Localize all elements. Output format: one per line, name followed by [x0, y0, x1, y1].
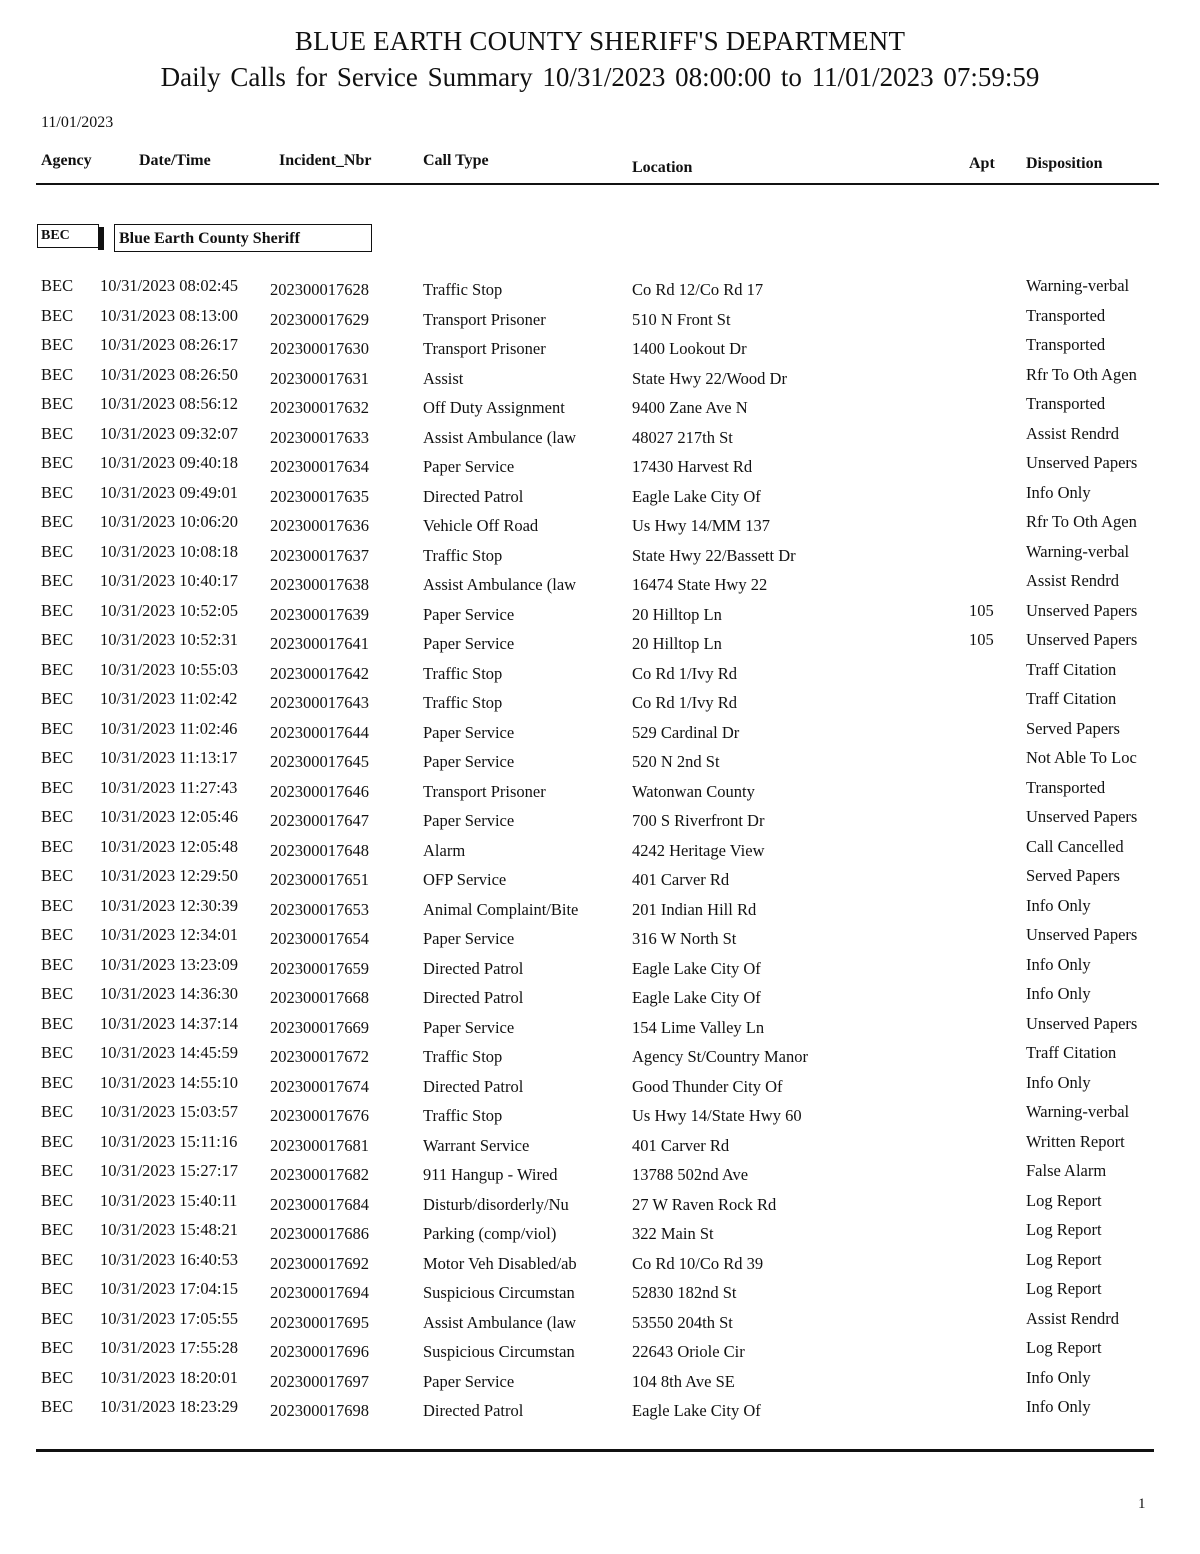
table-row	[0, 774, 1200, 803]
cell-incident: 202300017681	[270, 1135, 369, 1155]
table-row	[0, 567, 1200, 596]
cell-disposition: Transported	[1026, 305, 1106, 325]
cell-incident: 202300017672	[270, 1047, 369, 1066]
table-row	[0, 302, 1200, 331]
cell-call-type: Traffic Stop	[423, 280, 503, 299]
cell-location: Eagle Lake City Of	[632, 958, 761, 978]
cell-agency: BEC	[41, 423, 74, 443]
cell-call-type: Paper Service	[423, 1371, 515, 1391]
cell-location: 700 S Riverfront Dr	[632, 811, 765, 830]
cell-datetime: 10/31/2023 15:48:21	[100, 1220, 238, 1239]
cell-disposition: Unserved Papers	[1026, 925, 1138, 944]
cell-incident: 202300017629	[270, 309, 369, 329]
cell-datetime: 10/31/2023 11:27:43	[100, 777, 238, 797]
cell-datetime: 10/31/2023 10:06:20	[100, 512, 238, 531]
cell-agency: BEC	[41, 777, 74, 797]
cell-disposition: Assist Rendrd	[1026, 1308, 1120, 1328]
cell-disposition: Assist Rendrd	[1026, 571, 1120, 590]
cell-datetime: 10/31/2023 12:05:46	[100, 807, 238, 826]
cell-datetime: 10/31/2023 10:40:17	[100, 571, 238, 590]
cell-disposition: Traff Citation	[1026, 689, 1117, 708]
cell-incident: 202300017641	[270, 634, 369, 653]
cell-disposition: Warning-verbal	[1026, 1102, 1130, 1121]
cell-datetime: 10/31/2023 12:30:39	[100, 895, 238, 915]
cell-datetime: 10/31/2023 08:26:17	[100, 335, 238, 354]
cell-datetime: 10/31/2023 13:23:09	[100, 954, 238, 974]
cell-agency: BEC	[41, 748, 74, 767]
cell-call-type: Traffic Stop	[423, 545, 503, 565]
table-row	[0, 1246, 1200, 1275]
cell-location: 1400 Lookout Dr	[632, 339, 747, 358]
cell-call-type: Off Duty Assignment	[423, 398, 565, 417]
cell-location: 154 Lime Valley Ln	[632, 1017, 765, 1037]
cell-agency: BEC	[41, 276, 74, 295]
cell-location: State Hwy 22/Bassett Dr	[632, 545, 796, 565]
cell-location: 316 W North St	[632, 929, 737, 948]
cell-incident: 202300017674	[270, 1076, 369, 1096]
cell-agency: BEC	[41, 689, 74, 708]
cell-datetime: 10/31/2023 15:03:57	[100, 1102, 238, 1121]
cell-datetime: 10/31/2023 15:40:11	[100, 1190, 238, 1210]
cell-disposition: Unserved Papers	[1026, 807, 1138, 826]
cell-location: 20 Hilltop Ln	[632, 634, 722, 653]
cell-call-type: Parking (comp/viol)	[423, 1224, 557, 1243]
cell-incident: 202300017653	[270, 899, 369, 919]
cell-agency: BEC	[41, 600, 74, 620]
cell-call-type: Paper Service	[423, 457, 515, 476]
cell-location: Eagle Lake City Of	[632, 486, 761, 506]
cell-datetime: 10/31/2023 17:55:28	[100, 1338, 238, 1357]
cell-location: 17430 Harvest Rd	[632, 457, 753, 476]
cell-disposition: Warning-verbal	[1026, 541, 1130, 561]
cell-incident: 202300017695	[270, 1312, 369, 1332]
cell-agency: BEC	[41, 482, 74, 502]
cell-disposition: Unserved Papers	[1026, 453, 1138, 472]
cell-location: 104 8th Ave SE	[632, 1371, 735, 1391]
cell-disposition: Warning-verbal	[1026, 276, 1130, 295]
cell-call-type: Paper Service	[423, 1017, 515, 1037]
cell-disposition: Unserved Papers	[1026, 600, 1138, 620]
cell-call-type: Paper Service	[423, 929, 515, 948]
cell-datetime: 10/31/2023 10:52:05	[100, 600, 238, 620]
cell-disposition: Log Report	[1026, 1190, 1102, 1210]
cell-call-type: Paper Service	[423, 752, 515, 771]
cell-incident: 202300017638	[270, 575, 369, 594]
footer-divider	[36, 1449, 1154, 1452]
column-header-agency: Agency	[41, 152, 92, 169]
cell-incident: 202300017628	[270, 280, 369, 299]
cell-disposition: False Alarm	[1026, 1161, 1107, 1180]
table-row	[0, 1305, 1200, 1334]
cell-agency: BEC	[41, 630, 74, 649]
cell-location: Co Rd 10/Co Rd 39	[632, 1253, 764, 1273]
cell-apt: 105	[969, 630, 994, 649]
cell-incident: 202300017654	[270, 929, 369, 948]
table-row	[0, 597, 1200, 626]
cell-incident: 202300017697	[270, 1371, 369, 1391]
table-row	[0, 1187, 1200, 1216]
table-row	[0, 361, 1200, 390]
cell-call-type: Directed Patrol	[423, 486, 524, 506]
cell-datetime: 10/31/2023 15:27:17	[100, 1161, 238, 1180]
cell-disposition: Info Only	[1026, 1367, 1091, 1387]
table-row	[0, 1157, 1200, 1186]
column-header-apt: Apt	[969, 155, 995, 172]
cell-agency: BEC	[41, 1161, 74, 1180]
cell-incident: 202300017639	[270, 604, 369, 624]
cell-location: Agency St/Country Manor	[632, 1047, 808, 1066]
table-row	[0, 921, 1200, 950]
cell-call-type: Assist	[423, 368, 464, 388]
table-row	[0, 1393, 1200, 1422]
cell-agency: BEC	[41, 984, 74, 1003]
cell-call-type: Disturb/disorderly/Nu	[423, 1194, 569, 1214]
cell-location: Us Hwy 14/State Hwy 60	[632, 1106, 802, 1125]
cell-location: Co Rd 1/Ivy Rd	[632, 693, 737, 712]
cell-incident: 202300017643	[270, 693, 369, 712]
cell-call-type: Traffic Stop	[423, 1106, 503, 1125]
cell-incident: 202300017682	[270, 1165, 369, 1184]
cell-agency: BEC	[41, 512, 74, 531]
cell-incident: 202300017648	[270, 840, 369, 860]
cell-agency: BEC	[41, 364, 74, 384]
cell-datetime: 10/31/2023 08:13:00	[100, 305, 238, 325]
cell-location: 201 Indian Hill Rd	[632, 899, 757, 919]
table-row	[0, 1334, 1200, 1363]
cell-call-type: OFP Service	[423, 870, 507, 889]
cell-call-type: Directed Patrol	[423, 958, 524, 978]
cell-disposition: Info Only	[1026, 954, 1091, 974]
cell-call-type: Assist Ambulance (law	[423, 575, 577, 594]
table-row	[0, 1069, 1200, 1098]
cell-agency: BEC	[41, 1367, 74, 1387]
table-row	[0, 479, 1200, 508]
cell-datetime: 10/31/2023 14:37:14	[100, 1013, 238, 1033]
cell-agency: BEC	[41, 1190, 74, 1210]
cell-datetime: 10/31/2023 15:11:16	[100, 1131, 238, 1151]
cell-incident: 202300017698	[270, 1401, 369, 1420]
cell-location: 4242 Heritage View	[632, 840, 765, 860]
cell-location: Good Thunder City Of	[632, 1076, 783, 1096]
table-row	[0, 1128, 1200, 1157]
cell-datetime: 10/31/2023 12:29:50	[100, 866, 238, 885]
cell-datetime: 10/31/2023 12:34:01	[100, 925, 238, 944]
table-row	[0, 980, 1200, 1009]
cell-call-type: Traffic Stop	[423, 1047, 503, 1066]
cell-agency: BEC	[41, 335, 74, 354]
cell-call-type: Animal Complaint/Bite	[423, 899, 579, 919]
cell-incident: 202300017630	[270, 339, 369, 358]
cell-location: 20 Hilltop Ln	[632, 604, 722, 624]
cell-call-type: Paper Service	[423, 604, 515, 624]
cell-agency: BEC	[41, 1102, 74, 1121]
cell-call-type: Paper Service	[423, 634, 515, 653]
cell-location: 52830 182nd St	[632, 1283, 737, 1302]
cell-datetime: 10/31/2023 14:36:30	[100, 984, 238, 1003]
cell-incident: 202300017647	[270, 811, 369, 830]
cell-call-type: Warrant Service	[423, 1135, 530, 1155]
cell-incident: 202300017637	[270, 545, 369, 565]
cell-location: 22643 Oriole Cir	[632, 1342, 745, 1361]
table-row	[0, 538, 1200, 567]
cell-incident: 202300017684	[270, 1194, 369, 1214]
cell-location: 13788 502nd Ave	[632, 1165, 749, 1184]
cell-datetime: 10/31/2023 08:26:50	[100, 364, 238, 384]
cell-incident: 202300017642	[270, 663, 369, 683]
cell-call-type: Assist Ambulance (law	[423, 427, 577, 447]
cell-call-type: Directed Patrol	[423, 1401, 524, 1420]
cell-call-type: Paper Service	[423, 811, 515, 830]
cell-disposition: Transported	[1026, 394, 1106, 413]
table-row	[0, 833, 1200, 862]
cell-incident: 202300017692	[270, 1253, 369, 1273]
cell-disposition: Log Report	[1026, 1249, 1102, 1269]
cell-disposition: Rfr To Oth Agen	[1026, 364, 1137, 384]
cell-location: Eagle Lake City Of	[632, 1401, 761, 1420]
cell-datetime: 10/31/2023 10:08:18	[100, 541, 238, 561]
cell-call-type: 911 Hangup - Wired	[423, 1165, 558, 1184]
cell-datetime: 10/31/2023 14:45:59	[100, 1043, 238, 1062]
agency-name-box: Blue Earth County Sheriff	[114, 224, 372, 252]
cell-incident: 202300017636	[270, 516, 369, 535]
table-row	[0, 1039, 1200, 1068]
table-row	[0, 744, 1200, 773]
column-header-disposition: Disposition	[1026, 155, 1103, 172]
cell-location: 322 Main St	[632, 1224, 714, 1243]
column-header-call-type: Call Type	[423, 152, 489, 169]
table-row	[0, 331, 1200, 360]
cell-agency: BEC	[41, 571, 74, 590]
cell-incident: 202300017686	[270, 1224, 369, 1243]
cell-disposition: Not Able To Loc	[1026, 748, 1137, 767]
table-row	[0, 803, 1200, 832]
cell-location: 16474 State Hwy 22	[632, 575, 768, 594]
cell-call-type: Transport Prisoner	[423, 309, 546, 329]
cell-location: 529 Cardinal Dr	[632, 722, 740, 742]
column-header-incident: Incident_Nbr	[279, 152, 372, 169]
cell-call-type: Traffic Stop	[423, 693, 503, 712]
cell-datetime: 10/31/2023 11:02:46	[100, 718, 238, 738]
report-title: BLUE EARTH COUNTY SHERIFF'S DEPARTMENT	[294, 26, 906, 56]
cell-location: 520 N 2nd St	[632, 752, 720, 771]
cell-disposition: Info Only	[1026, 482, 1091, 502]
cell-incident: 202300017651	[270, 870, 369, 889]
cell-agency: BEC	[41, 659, 74, 679]
cell-incident: 202300017676	[270, 1106, 369, 1125]
table-row	[0, 656, 1200, 685]
cell-call-type: Paper Service	[423, 722, 515, 742]
cell-agency: BEC	[41, 836, 74, 856]
cell-call-type: Assist Ambulance (law	[423, 1312, 577, 1332]
cell-datetime: 10/31/2023 09:40:18	[100, 453, 238, 472]
cell-disposition: Call Cancelled	[1026, 836, 1124, 856]
cell-location: 510 N Front St	[632, 309, 731, 329]
table-row	[0, 626, 1200, 655]
table-row	[0, 1216, 1200, 1245]
cell-datetime: 10/31/2023 11:02:42	[100, 689, 238, 708]
cell-agency: BEC	[41, 1249, 74, 1269]
cell-disposition: Info Only	[1026, 895, 1091, 915]
cell-location: 401 Carver Rd	[632, 1135, 730, 1155]
table-row	[0, 390, 1200, 419]
cell-disposition: Unserved Papers	[1026, 1013, 1138, 1033]
table-row	[0, 272, 1200, 301]
cell-incident: 202300017632	[270, 398, 369, 417]
run-date: 11/01/2023	[41, 114, 114, 131]
cell-incident: 202300017644	[270, 722, 369, 742]
cell-location: Us Hwy 14/MM 137	[632, 516, 770, 535]
cell-agency: BEC	[41, 807, 74, 826]
cell-location: 27 W Raven Rock Rd	[632, 1194, 777, 1214]
cell-agency: BEC	[41, 1131, 74, 1151]
cell-disposition: Traff Citation	[1026, 659, 1117, 679]
table-row	[0, 1275, 1200, 1304]
cell-call-type: Suspicious Circumstan	[423, 1283, 575, 1302]
table-row	[0, 1098, 1200, 1127]
cell-incident: 202300017696	[270, 1342, 369, 1361]
table-row	[0, 715, 1200, 744]
table-row	[0, 1010, 1200, 1039]
cell-disposition: Log Report	[1026, 1279, 1102, 1298]
cell-disposition: Unserved Papers	[1026, 630, 1138, 649]
cell-agency: BEC	[41, 1397, 74, 1416]
cell-agency: BEC	[41, 866, 74, 885]
cell-location: Watonwan County	[632, 781, 755, 801]
cell-incident: 202300017659	[270, 958, 369, 978]
table-row	[0, 862, 1200, 891]
cell-disposition: Served Papers	[1026, 718, 1120, 738]
cell-location: 48027 217th St	[632, 427, 733, 447]
cell-location: 53550 204th St	[632, 1312, 733, 1332]
cell-agency: BEC	[41, 895, 74, 915]
cell-agency: BEC	[41, 925, 74, 944]
cell-agency: BEC	[41, 541, 74, 561]
cell-incident: 202300017694	[270, 1283, 369, 1302]
table-row	[0, 951, 1200, 980]
cell-call-type: Alarm	[423, 840, 466, 860]
cell-datetime: 10/31/2023 10:52:31	[100, 630, 238, 649]
cell-disposition: Info Only	[1026, 1397, 1091, 1416]
cell-location: Co Rd 1/Ivy Rd	[632, 663, 737, 683]
cell-call-type: Suspicious Circumstan	[423, 1342, 575, 1361]
cell-incident: 202300017631	[270, 368, 369, 388]
cell-incident: 202300017634	[270, 457, 369, 476]
cell-call-type: Transport Prisoner	[423, 339, 546, 358]
cell-location: Co Rd 12/Co Rd 17	[632, 280, 764, 299]
cell-datetime: 10/31/2023 10:55:03	[100, 659, 238, 679]
cell-disposition: Served Papers	[1026, 866, 1120, 885]
cell-agency: BEC	[41, 305, 74, 325]
cell-datetime: 10/31/2023 16:40:53	[100, 1249, 238, 1269]
cell-datetime: 10/31/2023 18:23:29	[100, 1397, 238, 1416]
cell-incident: 202300017633	[270, 427, 369, 447]
cell-datetime: 10/31/2023 17:05:55	[100, 1308, 238, 1328]
cell-disposition: Assist Rendrd	[1026, 423, 1120, 443]
cell-agency: BEC	[41, 394, 74, 413]
table-row	[0, 449, 1200, 478]
cell-incident: 202300017645	[270, 752, 369, 771]
cell-datetime: 10/31/2023 11:13:17	[100, 748, 238, 767]
cell-agency: BEC	[41, 1220, 74, 1239]
agency-code-box: BEC	[37, 224, 99, 248]
cell-incident: 202300017635	[270, 486, 369, 506]
cell-disposition: Transported	[1026, 335, 1106, 354]
cell-datetime: 10/31/2023 18:20:01	[100, 1367, 238, 1387]
cell-agency: BEC	[41, 1279, 74, 1298]
cell-agency: BEC	[41, 1308, 74, 1328]
table-row	[0, 420, 1200, 449]
cell-call-type: Motor Veh Disabled/ab	[423, 1253, 577, 1273]
column-header-location: Location	[632, 159, 693, 176]
report-subtitle: Daily Calls for Service Summary 10/31/2023 08:00:00 to 11/01/2023 07:59:59	[160, 62, 1040, 92]
cell-disposition: Traff Citation	[1026, 1043, 1117, 1062]
cell-disposition: Info Only	[1026, 984, 1091, 1003]
cell-datetime: 10/31/2023 17:04:15	[100, 1279, 238, 1298]
cell-disposition: Log Report	[1026, 1220, 1102, 1239]
cell-agency: BEC	[41, 1072, 74, 1092]
cell-agency: BEC	[41, 954, 74, 974]
cell-disposition: Written Report	[1026, 1131, 1125, 1151]
cell-call-type: Vehicle Off Road	[423, 516, 539, 535]
cell-disposition: Rfr To Oth Agen	[1026, 512, 1137, 531]
cell-datetime: 10/31/2023 09:49:01	[100, 482, 238, 502]
table-row	[0, 892, 1200, 921]
cell-apt: 105	[969, 600, 994, 620]
cell-agency: BEC	[41, 1043, 74, 1062]
table-row	[0, 685, 1200, 714]
cell-location: State Hwy 22/Wood Dr	[632, 368, 787, 388]
cell-datetime: 10/31/2023 09:32:07	[100, 423, 238, 443]
cell-datetime: 10/31/2023 08:02:45	[100, 276, 238, 295]
cell-disposition: Transported	[1026, 777, 1106, 797]
cell-agency: BEC	[41, 1013, 74, 1033]
cell-agency: BEC	[41, 1338, 74, 1357]
cell-incident: 202300017669	[270, 1017, 369, 1037]
cell-call-type: Directed Patrol	[423, 988, 524, 1007]
header-divider	[36, 183, 1159, 185]
cell-datetime: 10/31/2023 08:56:12	[100, 394, 238, 413]
table-row	[0, 508, 1200, 537]
cell-call-type: Transport Prisoner	[423, 781, 546, 801]
table-row	[0, 1364, 1200, 1393]
column-header-datetime: Date/Time	[139, 152, 211, 169]
cell-call-type: Traffic Stop	[423, 663, 503, 683]
cell-incident: 202300017646	[270, 781, 369, 801]
cell-disposition: Log Report	[1026, 1338, 1102, 1357]
cell-datetime: 10/31/2023 12:05:48	[100, 836, 238, 856]
cell-agency: BEC	[41, 718, 74, 738]
cell-incident: 202300017668	[270, 988, 369, 1007]
cell-datetime: 10/31/2023 14:55:10	[100, 1072, 238, 1092]
cell-call-type: Directed Patrol	[423, 1076, 524, 1096]
cell-disposition: Info Only	[1026, 1072, 1091, 1092]
page-number: 1	[1138, 1496, 1146, 1512]
cell-location: 9400 Zane Ave N	[632, 398, 748, 417]
cell-agency: BEC	[41, 453, 74, 472]
cell-location: 401 Carver Rd	[632, 870, 730, 889]
cell-location: Eagle Lake City Of	[632, 988, 761, 1007]
